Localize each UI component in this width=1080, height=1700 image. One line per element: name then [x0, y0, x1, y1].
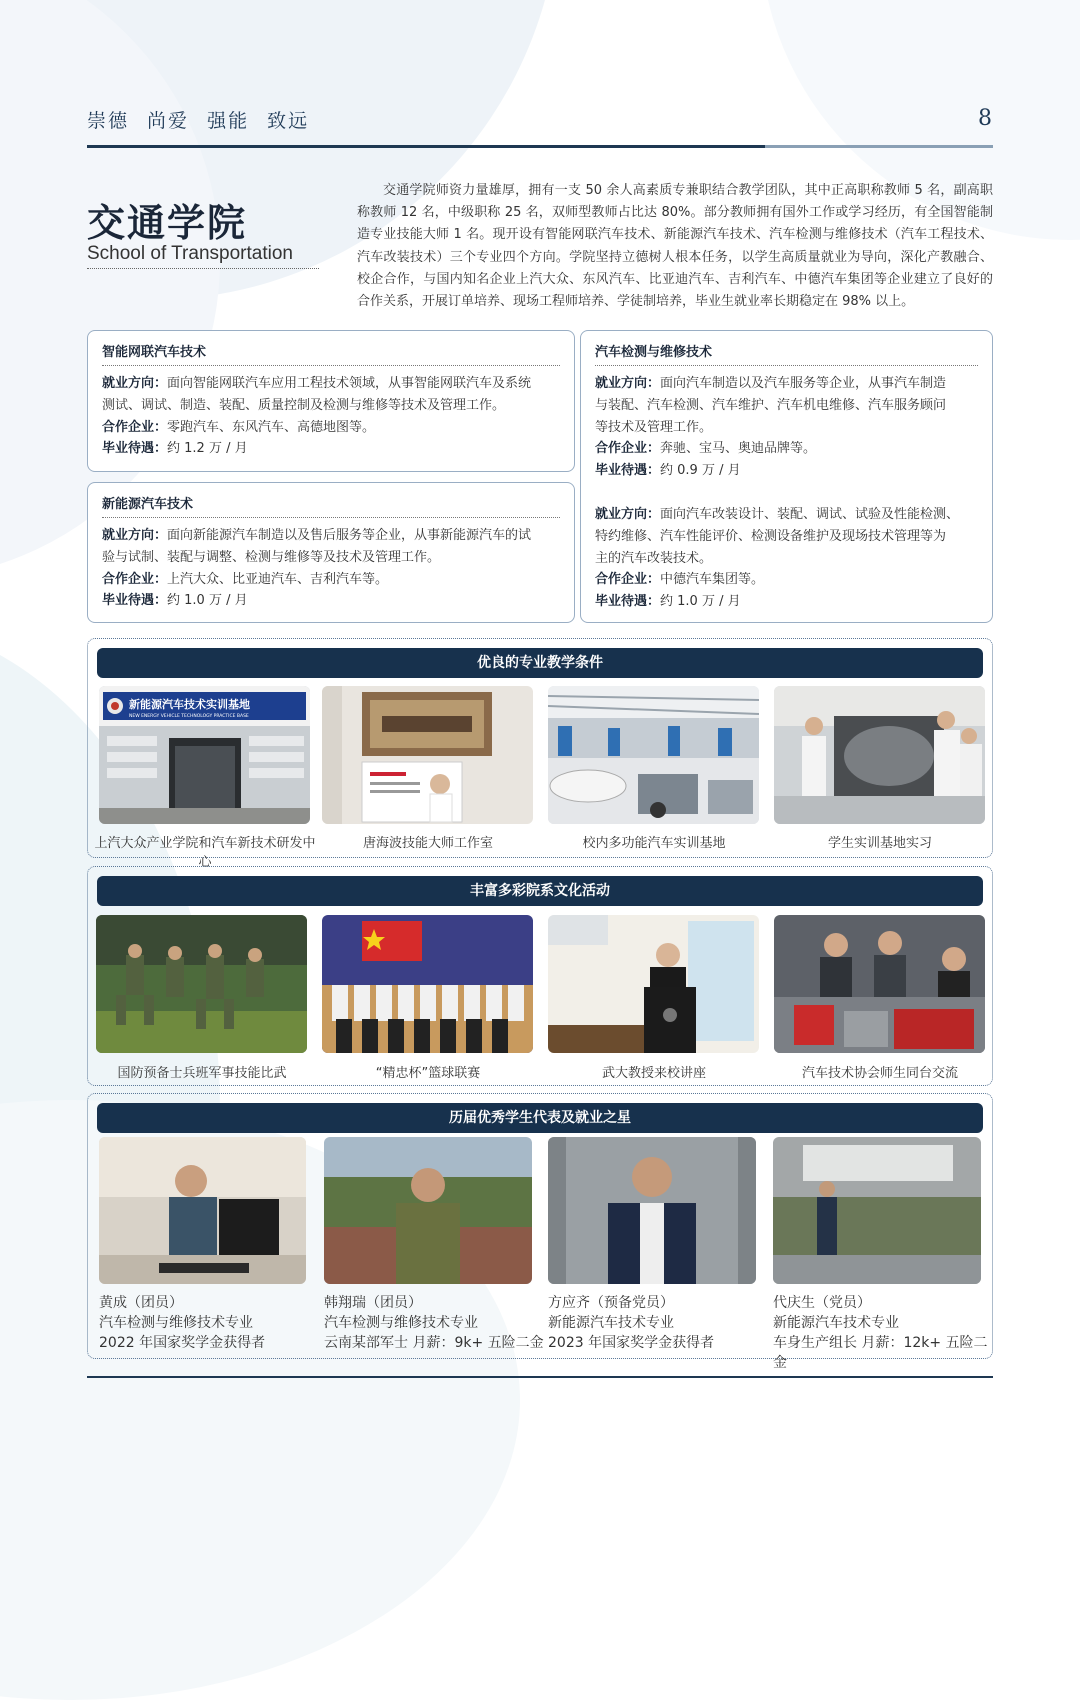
major-title: 智能网联汽车技术 — [102, 341, 560, 366]
major-title: 汽车检测与维修技术 — [595, 341, 978, 366]
student-info — [99, 1293, 319, 1353]
major-partners: 合作企业：中德汽车集团等。 — [595, 572, 765, 588]
photo-caption: 校内多功能汽车实训基地 — [582, 836, 726, 851]
section-title: 丰富多彩院系文化活动 — [97, 876, 983, 906]
student-major: 汽车检测与维修技术专业 — [324, 1315, 478, 1331]
student-name: 黄成（团员） — [99, 1295, 183, 1311]
student-note: 车身生产组长 月薪：12k+ 五险二金 — [773, 1335, 988, 1371]
section-teaching-conditions — [87, 638, 993, 870]
major-card-auto-repair — [580, 330, 993, 623]
major-direction-cont: 等技术及管理工作。 — [595, 419, 713, 435]
header-rule-accent — [765, 145, 993, 148]
intro-paragraph: 交通学院师资力量雄厚，拥有一支 50 余人高素质专兼职结合教学团队，其中正高职称教师 5 名，副高职称教师 12 名，中级职称 25 名，双师型教师占比达 80%。部分教师拥有国外工作或学习经历，有全国智能制造专业技能大师 1 名。现开设有智能网联汽车技术、新能源汽车技术、汽车检测与维修技术（汽车工程技术、汽车改装技术）三个专业四个方向。学院坚持立德树人根本任务，以学生高质量就业为导向，深化产教融合、校企合作，与国内知名企业上汽大众、东风汽车、比亚迪汽车、吉利汽车、中德汽车集团等企业建立了良好的合作关系，开展订单培养、现场工程师培养、学徒制培养，毕业生就业率长期稳定在 98% 以上。 — [357, 183, 993, 310]
major-direction: 就业方向：面向新能源汽车制造以及售后服务等企业，从事新能源汽车的试 — [102, 528, 532, 543]
photo-student-dai — [773, 1137, 981, 1284]
student-note: 2022 年国家奖学金获得者 — [99, 1335, 266, 1351]
major-direction-cont: 特约维修、汽车性能评价、检测设备维护及现场技术管理等为 — [595, 528, 947, 544]
student-name: 代庆生（党员） — [773, 1295, 871, 1311]
photo-student-han — [324, 1137, 532, 1284]
major-salary: 毕业待遇：约 1.0 万 / 月 — [102, 593, 248, 609]
photo-caption: 学生实训基地实习 — [827, 836, 932, 851]
photo-caption: 武大教授来校讲座 — [601, 1066, 706, 1081]
major-title: 新能源汽车技术 — [102, 493, 560, 518]
major-direction-cont: 主的汽车改装技术。 — [595, 550, 713, 566]
student-info — [773, 1293, 993, 1373]
photo-students-internship — [774, 686, 985, 824]
major-salary: 毕业待遇：约 0.9 万 / 月 — [595, 463, 741, 479]
photo-student-huang — [99, 1137, 306, 1284]
photo-tech-association — [774, 915, 985, 1053]
student-name: 方应齐（预备党员） — [548, 1295, 674, 1311]
section-outstanding-students — [87, 1093, 993, 1371]
major-partners: 合作企业：奔驰、宝马、奥迪品牌等。 — [595, 441, 817, 457]
student-major: 汽车检测与维修技术专业 — [99, 1315, 253, 1331]
major-direction-modification: 就业方向：面向汽车改装设计、装配、调试、试验及性能检测、 — [595, 506, 960, 522]
major-direction: 就业方向：面向智能网联汽车应用工程技术领域，从事智能网联汽车及系统 — [102, 376, 532, 391]
major-direction-cont: 测试、调试、制造、装配、质量控制及检测与维修等技术及管理工作。 — [102, 397, 506, 413]
photo-student-fang — [548, 1137, 756, 1284]
photo-basketball-team — [322, 915, 533, 1053]
photo-professor-lecture — [548, 915, 759, 1053]
major-salary: 毕业待遇：约 1.2 万 / 月 — [102, 441, 248, 457]
footer-rule — [87, 1376, 993, 1378]
photo-caption: 汽车技术协会师生同台交流 — [801, 1066, 958, 1081]
page-title: 交通学院 — [87, 201, 248, 245]
student-major: 新能源汽车技术专业 — [548, 1315, 674, 1331]
photo-caption: 上汽大众产业学院和汽车新技术研发中心 — [94, 836, 316, 870]
major-direction: 就业方向：面向汽车制造以及汽车服务等企业，从事汽车制造 — [595, 376, 947, 391]
photo-caption: 唐海波技能大师工作室 — [362, 836, 493, 851]
page-motto: 崇德 尚爱 强能 致远 — [87, 110, 310, 132]
section-title: 历届优秀学生代表及就业之星 — [97, 1103, 983, 1133]
major-salary: 毕业待遇：约 1.0 万 / 月 — [595, 594, 741, 610]
student-major: 新能源汽车技术专业 — [773, 1315, 899, 1331]
page-number: 8 — [978, 106, 992, 131]
photo-caption: 国防预备士兵班军事技能比武 — [117, 1066, 287, 1081]
major-partners: 合作企业：零跑汽车、东风汽车、高德地图等。 — [102, 419, 376, 435]
photo-training-base-building — [99, 686, 310, 824]
student-note: 2023 年国家奖学金获得者 — [548, 1335, 715, 1351]
photo-caption: “精忠杯”篮球联赛 — [375, 1066, 481, 1081]
page-subtitle: School of Transportation — [87, 243, 293, 264]
photo-military-drill — [96, 915, 307, 1053]
major-card-new-energy — [87, 482, 575, 623]
student-info — [548, 1293, 768, 1353]
student-note: 云南某部军士 月薪：9k+ 五险二金 — [324, 1335, 544, 1351]
title-divider — [87, 268, 319, 269]
svg-text:新能源汽车技术实训基地: 新能源汽车技术实训基地 — [129, 698, 250, 711]
section-title: 优良的专业教学条件 — [97, 648, 983, 678]
major-card-intelligent-connected — [87, 330, 575, 472]
major-direction-cont: 与装配、汽车检测、汽车维护、汽车机电维修、汽车服务顾问 — [595, 397, 947, 413]
student-info — [324, 1293, 544, 1353]
section-culture-activities — [87, 866, 993, 1086]
photo-master-studio — [322, 686, 533, 824]
photo-training-workshop — [548, 686, 759, 824]
major-direction-cont: 验与试制、装配与调整、检测与维修等及技术及管理工作。 — [102, 549, 441, 565]
svg-text:NEW ENERGY VEHICLE TECHNOLOGY: NEW ENERGY VEHICLE TECHNOLOGY PRACTICE BASE — [129, 714, 249, 719]
student-name: 韩翔瑞（团员） — [324, 1295, 422, 1311]
major-partners: 合作企业：上汽大众、比亚迪汽车、吉利汽车等。 — [102, 571, 389, 587]
